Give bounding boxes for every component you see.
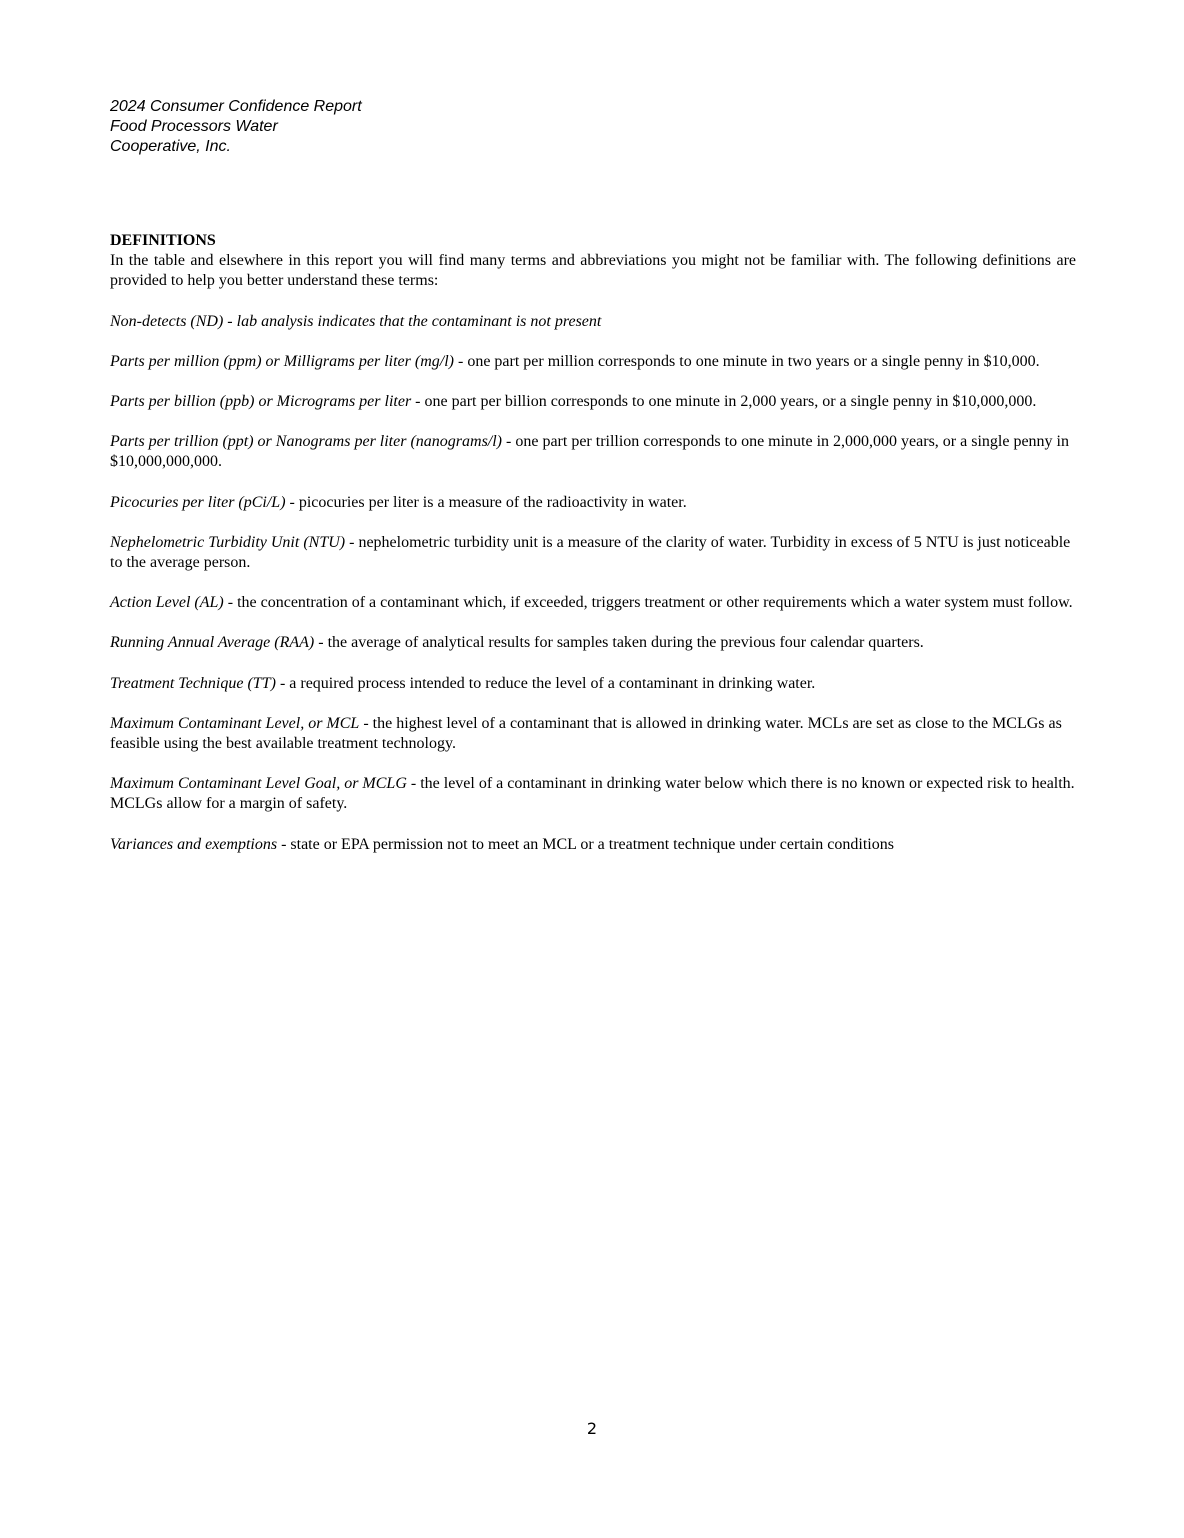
definition-ppt [110,432,1076,472]
definition-text: - the concentration of a contaminant which, if exceeded, triggers treatment or other requirements which a water system must follow. [223,594,1073,612]
definition-text: - the average of analytical results for samples taken during the previous four calendar quarters. [314,634,924,652]
definition-term: Treatment Technique (TT) [110,674,276,692]
definition-term: Maximum Contaminant Level Goal, or MCLG [110,775,407,793]
section-title: DEFINITIONS [110,232,216,249]
section-intro: In the table and elsewhere in this report you will find many terms and abbreviations you might not be familiar with. The following definitions are provided to help you better understand these terms: [110,252,1076,290]
definition-term: Picocuries per liter (pCi/L) [110,493,286,511]
definition-text: - one part per billion corresponds to one minute in 2,000 years, or a single penny in $10,000,000. [411,393,1037,411]
definition-term: Parts per billion (ppb) or Micrograms per liter [110,393,412,411]
report-header [110,97,362,157]
report-title: 2024 Consumer Confidence Report [110,98,362,115]
page-number: 2 [586,1419,598,1438]
organization-name-line-1: Food Processors Water [110,118,278,135]
definitions-section [110,231,1076,855]
definition-text: - one part per million corresponds to one minute in two years or a single penny in $10,000. [453,352,1040,370]
definition-variances [110,835,1076,855]
definition-action-level [110,593,1076,613]
definition-text: - state or EPA permission not to meet an MCL or a treatment technique under certain conditions [277,835,894,853]
definition-text: - the highest level of a contaminant that is allowed in drinking water. MCLs are set as close to the MCLGs as feasible using the best available treatment technology. [110,714,1062,753]
definition-non-detects [110,312,1076,332]
definition-term: Variances and exemptions [110,835,278,853]
definition-mclg [110,774,1076,814]
definition-text: - a required process intended to reduce the level of a contaminant in drinking water. [275,674,816,692]
organization-name-line-2: Cooperative, Inc. [110,138,231,155]
definition-text: - picocuries per liter is a measure of the radioactivity in water. [285,493,687,511]
definition-text: - the level of a contaminant in drinking water below which there is no known or expected risk to health. MCLGs allow for a margin of safety. [110,775,1075,813]
definition-term: Non-detects (ND) - lab analysis indicates that the contaminant is not present [110,312,602,330]
definition-mcl [110,714,1076,754]
definition-term: Nephelometric Turbidity Unit (NTU) [110,533,346,551]
definition-term: Parts per million (ppm) or Milligrams per liter (mg/l) [110,352,454,370]
definition-ppb [110,392,1076,412]
definition-raa [110,633,1076,653]
definition-picocuries [110,493,1076,513]
definition-ppm [110,352,1076,372]
definition-term: Action Level (AL) [110,594,224,612]
definition-text: - nephelometric turbidity unit is a measure of the clarity of water. Turbidity in excess of 5 NTU is just noticeable to the average person. [110,533,1071,572]
definition-text: - one part per trillion corresponds to one minute in 2,000,000 years, or a single penny in $10,000,000,000. [110,433,1069,471]
definition-term: Parts per trillion (ppt) or Nanograms per liter (nanograms/l) [110,433,503,451]
definition-term: Maximum Contaminant Level, or MCL [110,714,360,732]
definition-treatment-technique [110,674,1076,694]
definition-term: Running Annual Average (RAA) [110,634,315,652]
definition-ntu [110,533,1076,573]
